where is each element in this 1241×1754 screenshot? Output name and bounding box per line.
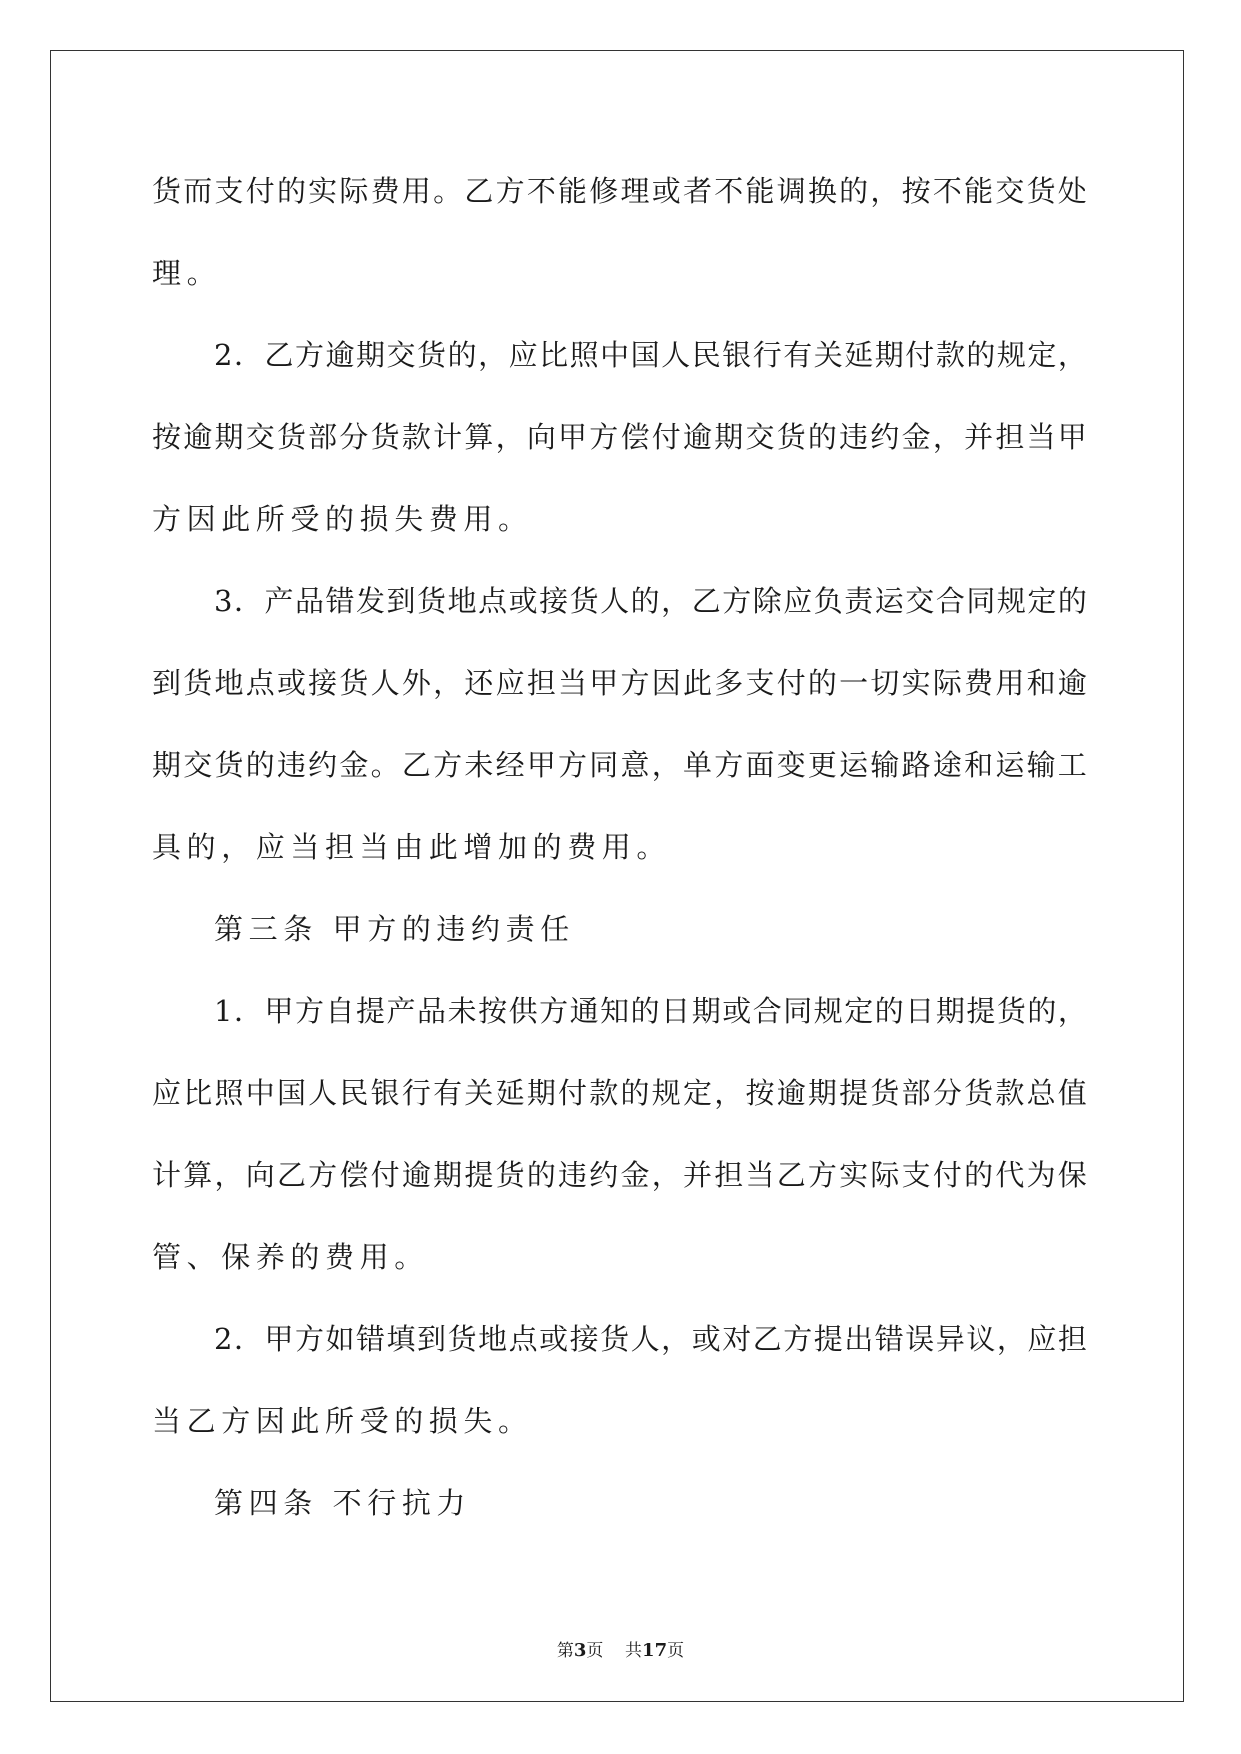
- document-body: [152, 150, 1087, 1544]
- current-page-number: 3: [573, 1640, 587, 1661]
- text-line: 管、保养的费用。: [152, 1240, 429, 1274]
- section-heading: 第四条 不行抗力: [214, 1486, 472, 1520]
- text-line: 2 ． 甲 方 如 错 填 到 货 地 点 或 接 货 人 ， 或 对 乙 方 提 出 错 误 异 议 ， 应 担: [214, 1322, 1087, 1356]
- footer-page-word: 页: [586, 1641, 604, 1661]
- text-line: 期 交 货 的 违 约 金 。 乙 方 未 经 甲 方 同 意 ， 单 方 面 变 更 运 输 路 途 和 运 输 工: [152, 748, 1087, 782]
- text-line: 货 而 支 付 的 实 际 费 用 。 乙 方 不 能 修 理 或 者 不 能 调 换 的 ， 按 不 能 交 货 处: [152, 174, 1087, 208]
- text-line: 应 比 照 中 国 人 民 银 行 有 关 延 期 付 款 的 规 定 ， 按 逾 期 提 货 部 分 货 款 总 值: [152, 1076, 1087, 1110]
- footer-prefix: 第: [556, 1641, 574, 1661]
- text-line: 到 货 地 点 或 接 货 人 外 ， 还 应 担 当 甲 方 因 此 多 支 付 的 一 切 实 际 费 用 和 逾: [152, 666, 1087, 700]
- page-footer: [0, 1636, 1241, 1661]
- footer-total-suffix: 页: [667, 1641, 685, 1661]
- text-line: 具的，应当担当由此增加的费用。: [152, 830, 672, 864]
- text-line: 方因此所受的损失费用。: [152, 502, 533, 536]
- total-page-count: 17: [642, 1640, 668, 1661]
- section-heading: 第三条 甲方的违约责任: [214, 912, 575, 946]
- footer-total-prefix: 共: [625, 1641, 643, 1661]
- text-line: 3 ． 产 品 错 发 到 货 地 点 或 接 货 人 的 ， 乙 方 除 应 负 责 运 交 合 同 规 定 的: [214, 584, 1087, 618]
- text-line: 2 ． 乙 方 逾 期 交 货 的 ， 应 比 照 中 国 人 民 银 行 有 关 延 期 付 款 的 规 定 ，: [214, 338, 1087, 372]
- text-line: 计 算 ， 向 乙 方 偿 付 逾 期 提 货 的 违 约 金 ， 并 担 当 乙 方 实 际 支 付 的 代 为 保: [152, 1158, 1087, 1192]
- text-line: 理。: [152, 256, 222, 290]
- text-line: 按 逾 期 交 货 部 分 货 款 计 算 ， 向 甲 方 偿 付 逾 期 交 货 的 违 约 金 ， 并 担 当 甲: [152, 420, 1087, 454]
- text-line: 当乙方因此所受的损失。: [152, 1404, 533, 1438]
- text-line: 1 ． 甲 方 自 提 产 品 未 按 供 方 通 知 的 日 期 或 合 同 规 定 的 日 期 提 货 的 ，: [214, 994, 1087, 1028]
